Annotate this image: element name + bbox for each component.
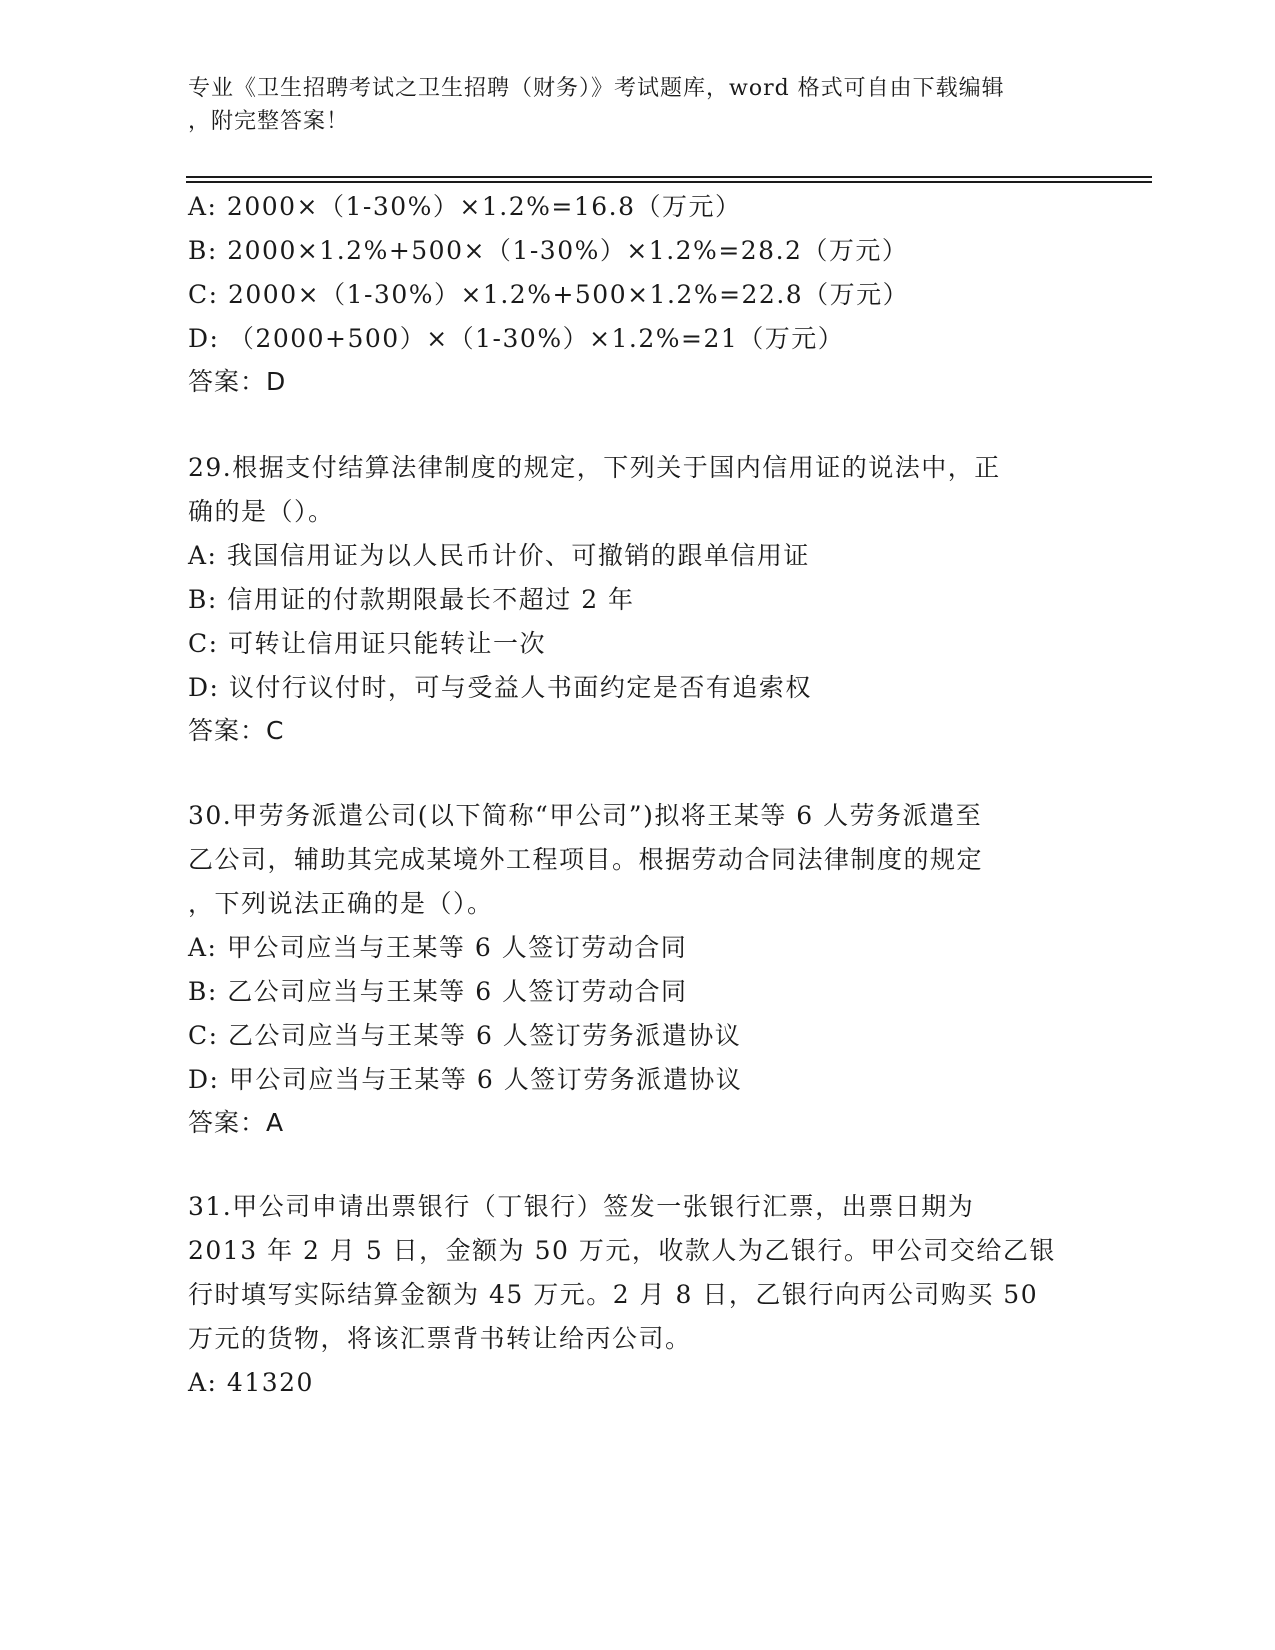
option-c: C: 乙公司应当与王某等 6 人签订劳务派遣协议 bbox=[188, 1021, 742, 1050]
option-a: A: 2000×（1-30%）×1.2%=16.8（万元） bbox=[188, 192, 742, 221]
answer: 答案：D bbox=[188, 367, 287, 396]
header-line-2: ，附完整答案！ bbox=[188, 109, 350, 134]
question-stem-line: 30.甲劳务派遣公司(以下简称“甲公司”)拟将王某等 6 人劳务派遣至 bbox=[188, 801, 983, 830]
question-stem-line: 乙公司，辅助其完成某境外工程项目。根据劳动合同法律制度的规定 bbox=[188, 845, 984, 874]
option-c: C: 2000×（1-30%）×1.2%+500×1.2%=22.8（万元） bbox=[188, 280, 910, 309]
document-header bbox=[188, 72, 1068, 138]
header-divider-bottom bbox=[186, 181, 1152, 183]
question-stem-line: 31.甲公司申请出票银行（丁银行）签发一张银行汇票，出票日期为 bbox=[188, 1192, 975, 1221]
option-a: A: 我国信用证为以人民币计价、可撤销的跟单信用证 bbox=[188, 541, 810, 570]
question-stem-line: ，下列说法正确的是（）。 bbox=[188, 889, 494, 918]
question-stem-line: 确的是（）。 bbox=[188, 497, 335, 526]
answer: 答案：A bbox=[188, 1108, 285, 1137]
header-line-1: 专业《卫生招聘考试之卫生招聘（财务）》考试题库，word 格式可自由下载编辑 bbox=[188, 76, 1005, 101]
header-divider-top bbox=[186, 176, 1152, 178]
option-d: D: （2000+500）×（1-30%）×1.2%=21（万元） bbox=[188, 324, 845, 353]
option-b: B: 信用证的付款期限最长不超过 2 年 bbox=[188, 585, 635, 614]
question-stem-line: 2013 年 2 月 5 日，金额为 50 万元，收款人为乙银行。甲公司交给乙银 bbox=[188, 1236, 1056, 1265]
option-a: A: 41320 bbox=[188, 1368, 314, 1397]
option-b: B: 2000×1.2%+500×（1-30%）×1.2%=28.2（万元） bbox=[188, 236, 909, 265]
option-c: C: 可转让信用证只能转让一次 bbox=[188, 629, 546, 658]
option-d: D: 议付行议付时，可与受益人书面约定是否有追索权 bbox=[188, 673, 812, 702]
option-d: D: 甲公司应当与王某等 6 人签订劳务派遣协议 bbox=[188, 1065, 743, 1094]
option-b: B: 乙公司应当与王某等 6 人签订劳动合同 bbox=[188, 977, 688, 1006]
question-stem-line: 万元的货物，将该汇票背书转让给丙公司。 bbox=[188, 1324, 692, 1353]
question-stem-line: 行时填写实际结算金额为 45 万元。2 月 8 日，乙银行向丙公司购买 50 bbox=[188, 1280, 1039, 1309]
option-a: A: 甲公司应当与王某等 6 人签订劳动合同 bbox=[188, 933, 688, 962]
answer: 答案：C bbox=[188, 716, 285, 745]
question-stem-line: 29.根据支付结算法律制度的规定，下列关于国内信用证的说法中，正 bbox=[188, 453, 1001, 482]
